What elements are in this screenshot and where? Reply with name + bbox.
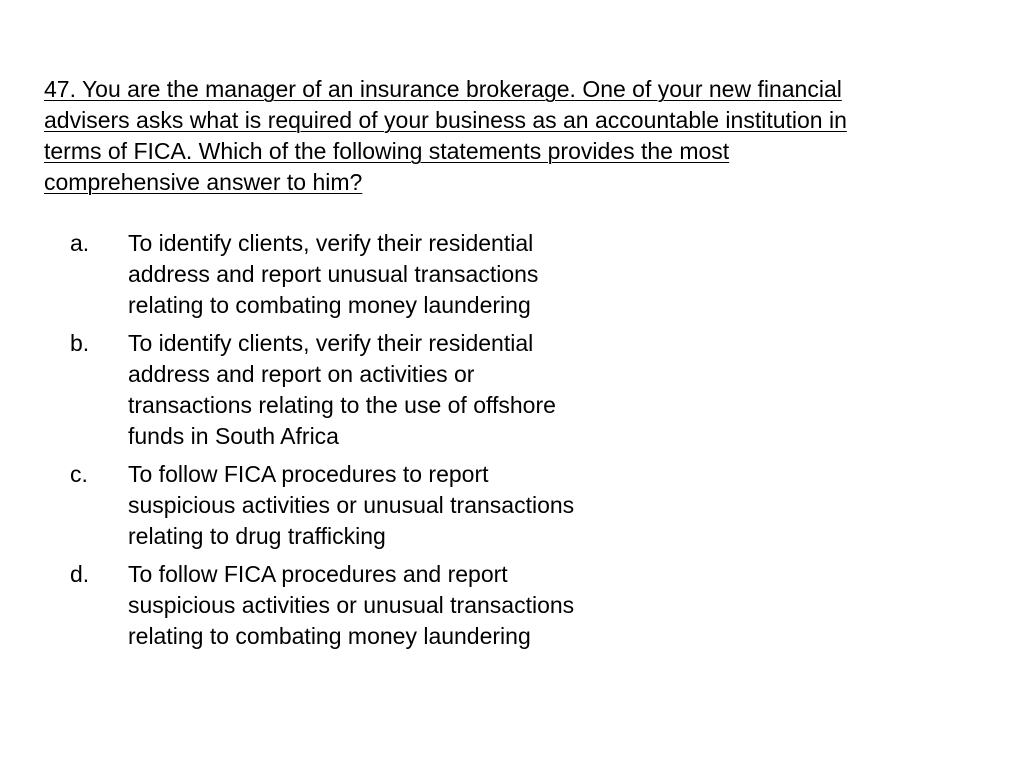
option-text: To follow FICA procedures and report suspicious activities or unusual transactions relating to combating money laundering [128,561,575,649]
answer-option-c [70,459,670,552]
answer-option-d [70,559,670,652]
option-text: To follow FICA procedures to report suspicious activities or unusual transactions relating to drug trafficking [128,461,575,549]
option-letter: c. [70,461,88,487]
answer-options-list [70,228,670,659]
question-text: 47. You are the manager of an insurance brokerage. One of your new financial advisers asks what is required of your business as an accountable institution in terms of FICA. Which of the following statements provides the most comprehensive answer to him? [44,76,847,195]
option-text: To identify clients, verify their residential address and report unusual transactions relating to combating money laundering [128,230,539,318]
option-letter: d. [70,561,90,587]
answer-option-a [70,228,670,321]
option-letter: a. [70,230,90,256]
answer-option-b [70,328,670,452]
option-text: To identify clients, verify their residential address and report on activities or transactions relating to the use of offshore funds in South Africa [128,330,556,449]
option-letter: b. [70,330,90,356]
